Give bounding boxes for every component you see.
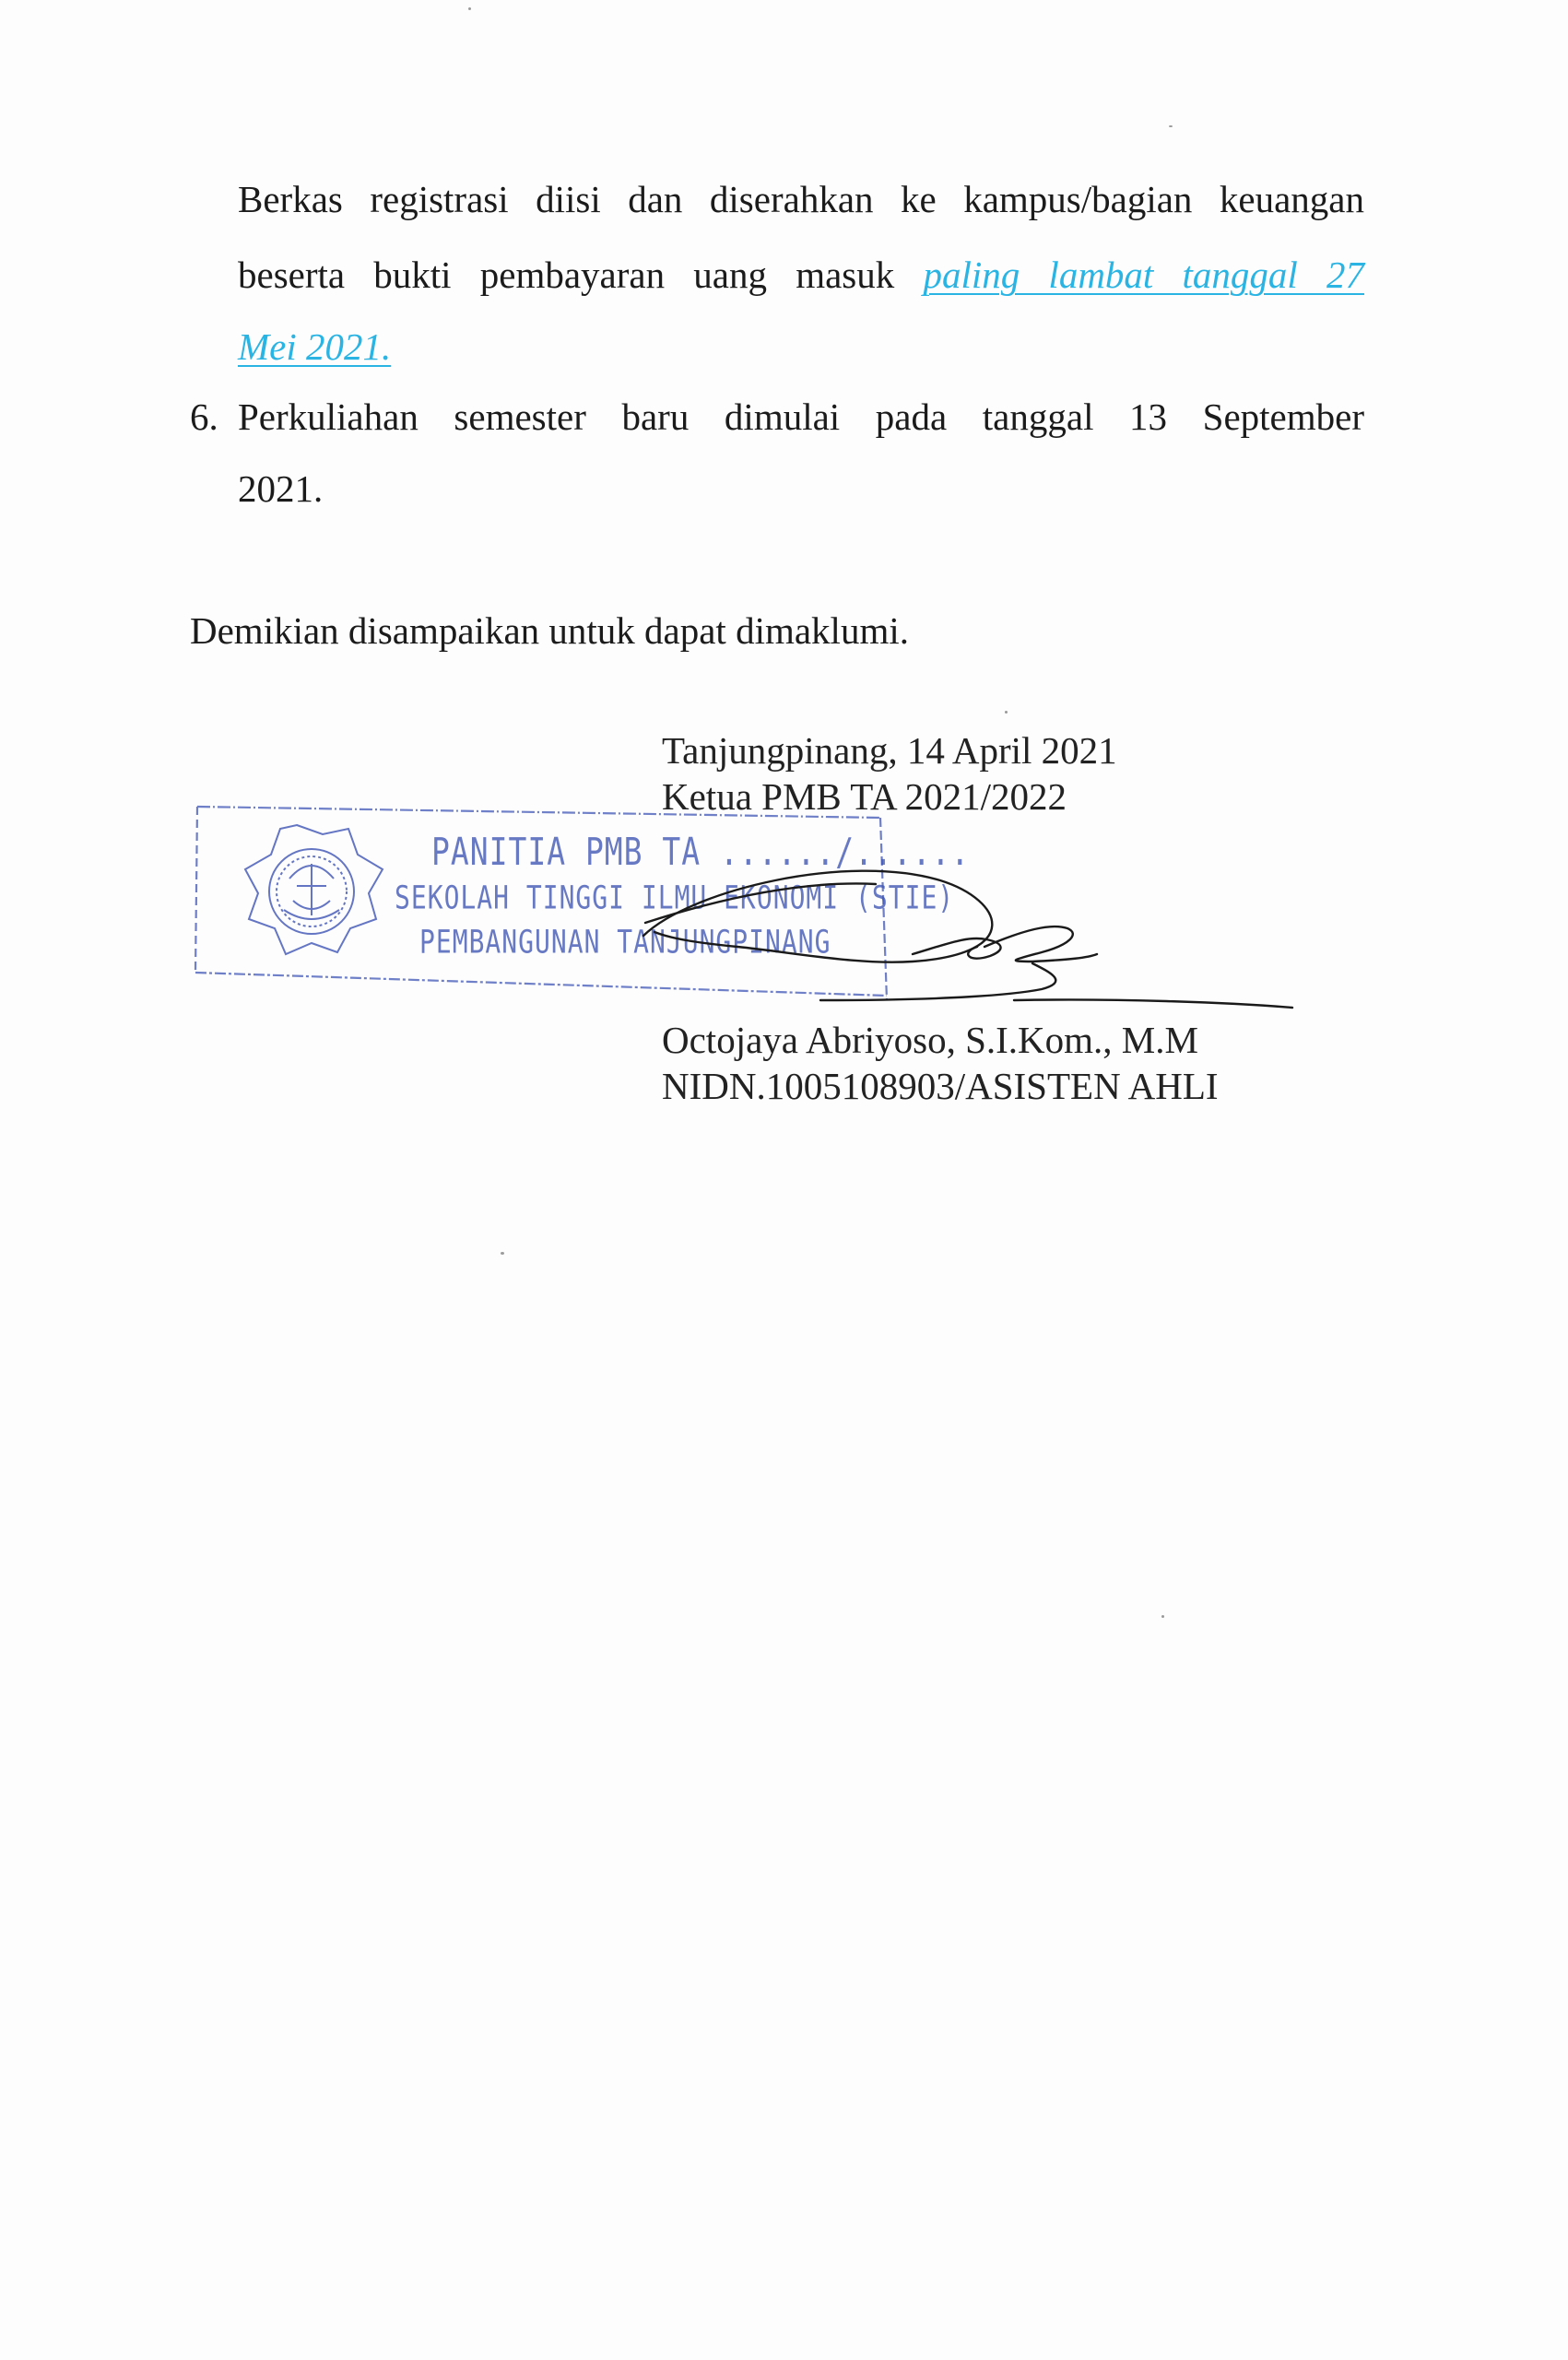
- handwritten-signature: [636, 844, 1300, 1028]
- paragraph-line-2: [238, 251, 1364, 299]
- deadline-text-cont: Mei 2021.: [238, 325, 392, 368]
- scan-speck: [1169, 125, 1173, 127]
- signer-position: Ketua PMB TA 2021/2022: [662, 775, 1067, 818]
- stamp-emblem: [245, 825, 383, 954]
- scan-speck: [1161, 1615, 1164, 1618]
- place-date: Tanjungpinang, 14 April 2021: [662, 729, 1117, 772]
- list-item-6: [190, 393, 1364, 441]
- stamp-line-1: PANITIA PMB TA ....../......: [431, 829, 971, 874]
- list-number: 6.: [190, 395, 218, 438]
- deadline-text: paling lambat tanggal 27: [923, 254, 1365, 296]
- scan-speck: [501, 1252, 504, 1255]
- scan-speck: [1005, 711, 1008, 714]
- list-item-6-text: Perkuliahan semester baru dimulai pada tanggal 13 September: [238, 395, 1364, 438]
- scan-speck: [468, 7, 471, 10]
- stamp-line-2: SEKOLAH TINGGI ILMU EKONOMI (STIE): [395, 879, 955, 917]
- paragraph-line-2-text: beserta bukti pembayaran uang masuk: [238, 254, 924, 296]
- paragraph-line-3: [238, 323, 391, 371]
- closing-statement: Demikian disampaikan untuk dapat dimaklumi.: [190, 609, 909, 652]
- stamp-line-3: PEMBANGUNAN TANJUNGPINANG: [419, 923, 831, 962]
- signer-nidn: NIDN.1005108903/ASISTEN AHLI: [662, 1065, 1219, 1107]
- list-item-6-cont: 2021.: [238, 467, 324, 510]
- paragraph-line-1: Berkas registrasi diisi dan diserahkan ke kampus/bagian keuangan: [238, 178, 1364, 220]
- signer-name: Octojaya Abriyoso, S.I.Kom., M.M: [662, 1019, 1198, 1061]
